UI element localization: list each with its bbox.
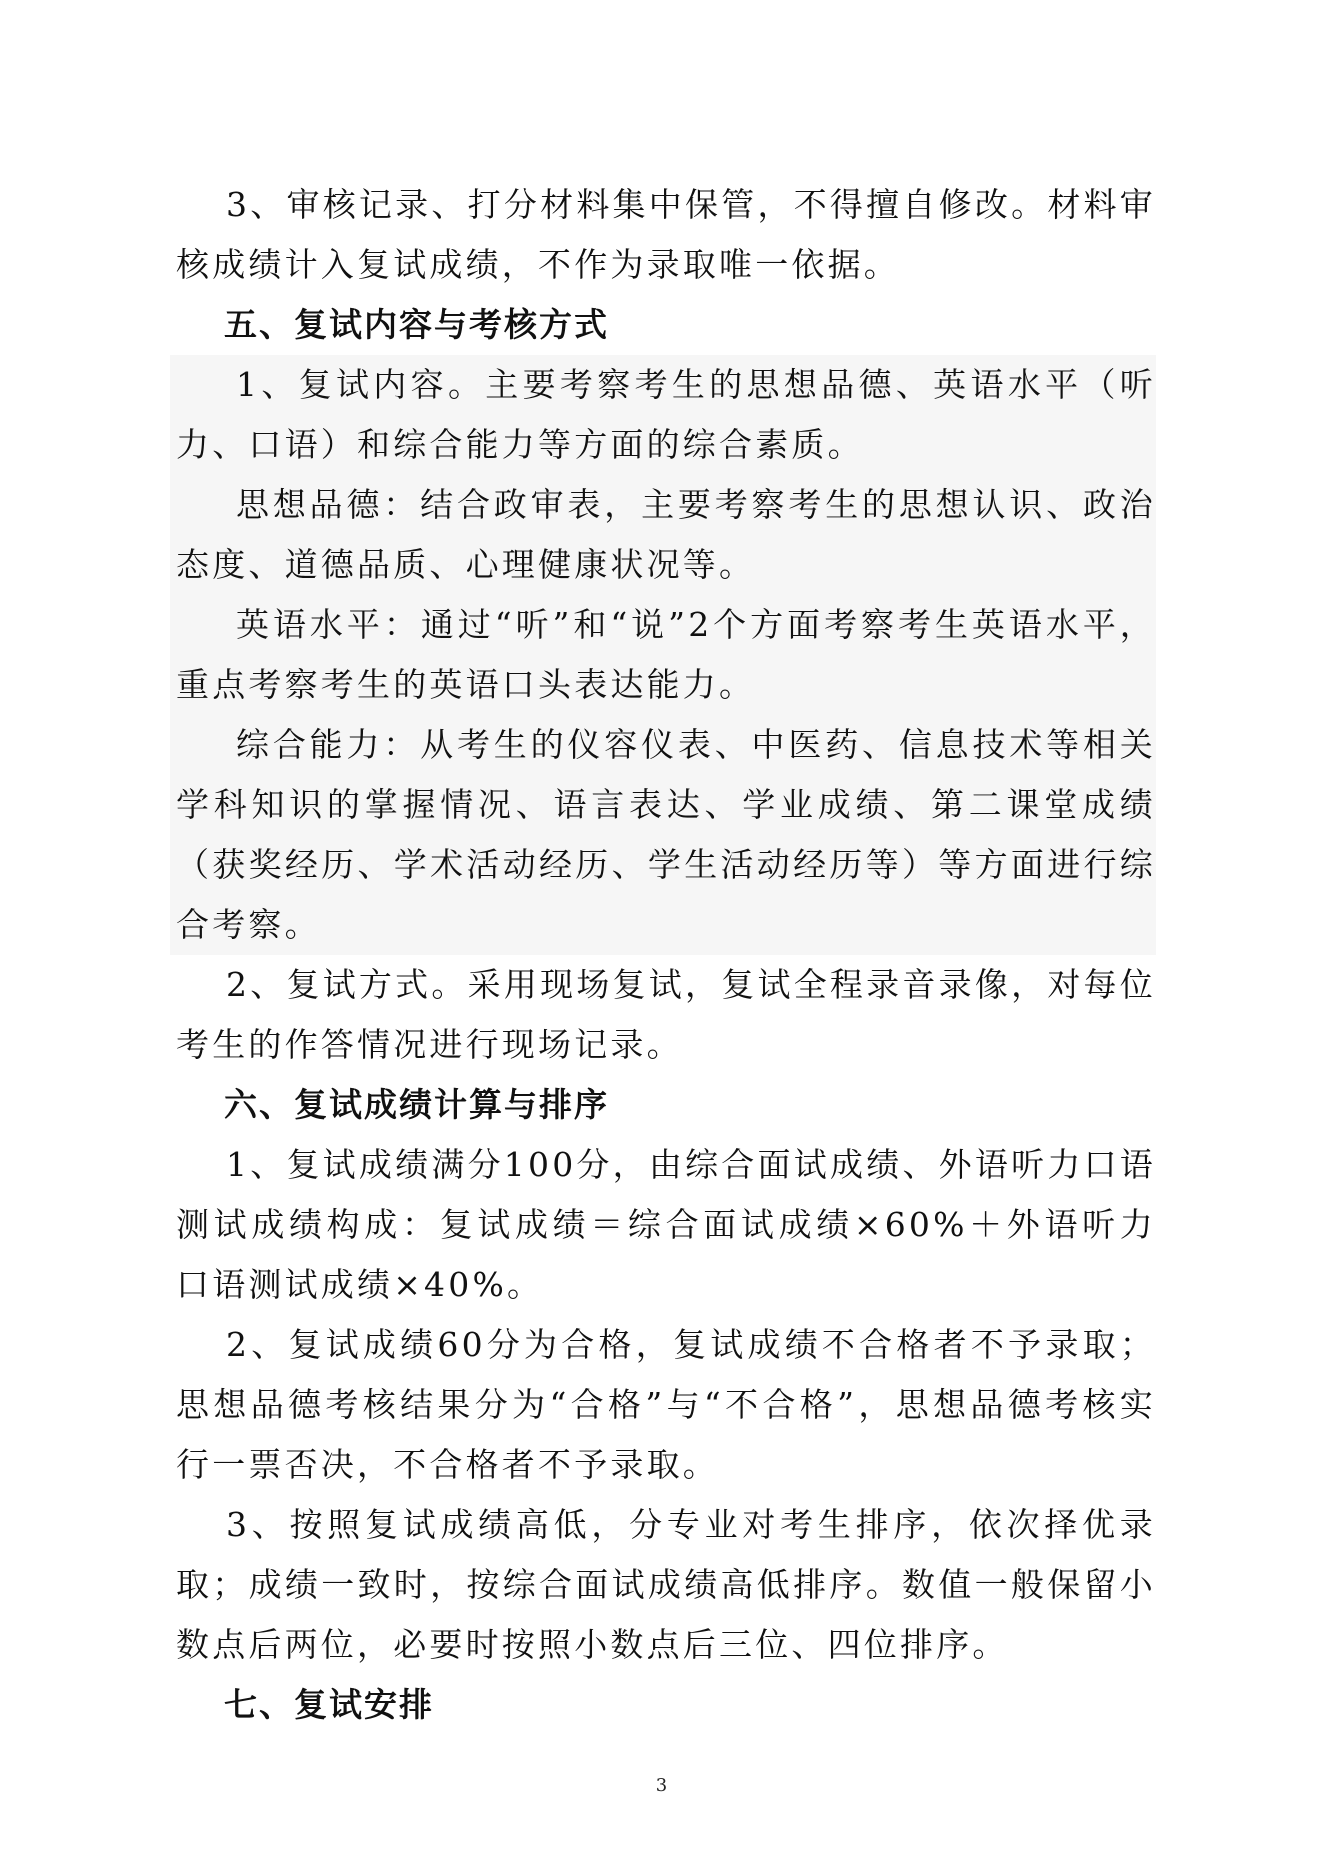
section-heading-7: 七、复试安排 — [224, 1685, 434, 1724]
section-heading-5: 五、复试内容与考核方式 — [224, 305, 609, 344]
paragraph-english-level: 英语水平：通过“听”和“说”2个方面考察考生英语水平，重点考察考生的英语口头表达能力。 — [176, 605, 1156, 704]
paragraph-score-composition: 1、复试成绩满分100分，由综合面试成绩、外语听力口语测试成绩构成：复试成绩＝综合面试成绩×60%＋外语听力口语测试成绩×40%。 — [176, 1145, 1156, 1304]
section-heading-6: 六、复试成绩计算与排序 — [224, 1085, 609, 1124]
shaded-block — [170, 355, 1156, 955]
paragraph-material-storage: 3、审核记录、打分材料集中保管，不得擅自修改。材料审核成绩计入复试成绩，不作为录取唯一依据。 — [176, 185, 1156, 284]
paragraph-comprehensive-ability: 综合能力：从考生的仪容仪表、中医药、信息技术等相关学科知识的掌握情况、语言表达、学业成绩、第二课堂成绩（获奖经历、学术活动经历、学生活动经历等）等方面进行综合考察。 — [176, 725, 1156, 944]
paragraph-retest-method: 2、复试方式。采用现场复试，复试全程录音录像，对每位考生的作答情况进行现场记录。 — [176, 965, 1156, 1064]
paragraph-ranking: 3、按照复试成绩高低，分专业对考生排序，依次择优录取；成绩一致时，按综合面试成绩高低排序。数值一般保留小数点后两位，必要时按照小数点后三位、四位排序。 — [176, 1505, 1156, 1664]
paragraph-retest-content: 1、复试内容。主要考察考生的思想品德、英语水平（听力、口语）和综合能力等方面的综合素质。 — [176, 365, 1156, 464]
page-number: 3 — [655, 1775, 668, 1796]
paragraph-pass-criteria: 2、复试成绩60分为合格，复试成绩不合格者不予录取；思想品德考核结果分为“合格”与“不合格”，思想品德考核实行一票否决，不合格者不予录取。 — [176, 1325, 1156, 1484]
document-body — [176, 175, 1156, 1735]
paragraph-moral-character: 思想品德：结合政审表，主要考察考生的思想认识、政治态度、道德品质、心理健康状况等。 — [176, 485, 1156, 584]
